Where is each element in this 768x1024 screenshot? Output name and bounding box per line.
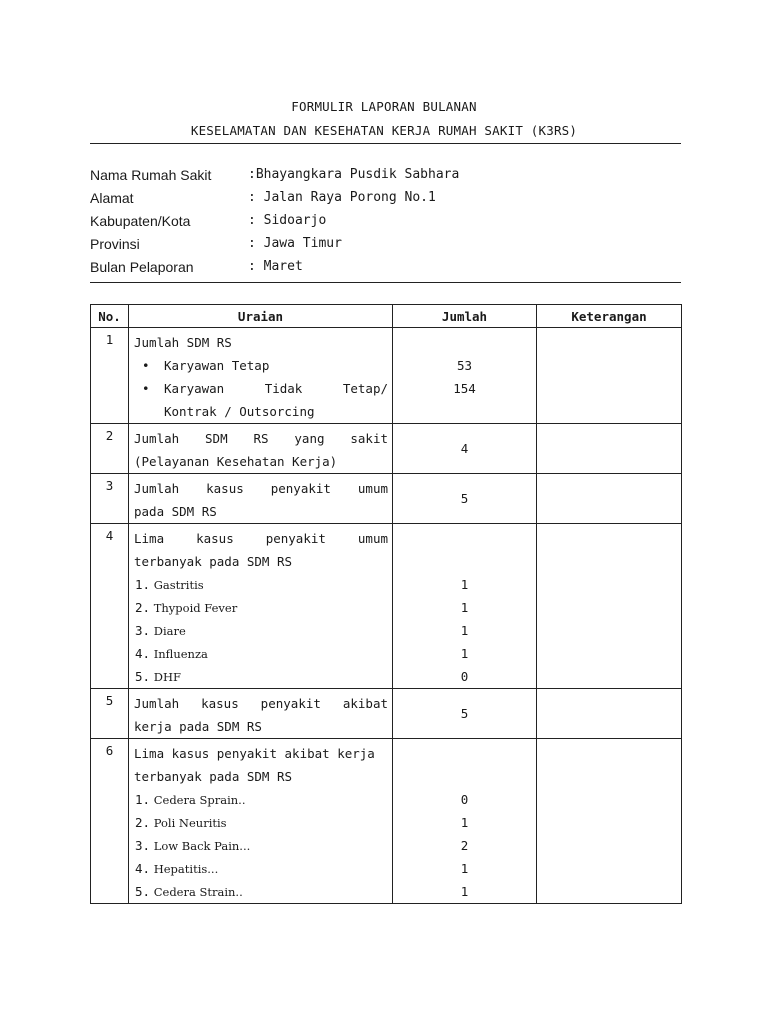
bullet-text: Karyawan Tetap <box>164 358 270 373</box>
bullet-icon: • <box>142 381 150 396</box>
row-number: 6 <box>91 739 129 904</box>
row-text: terbanyak pada SDM RS <box>134 554 293 569</box>
bullet-text-cont: Kontrak / Outsorcing <box>164 404 315 419</box>
count-value: 154 <box>453 381 476 396</box>
count-value: 1 <box>460 623 469 638</box>
table-row <box>91 328 682 424</box>
count-value: 53 <box>456 358 473 373</box>
table-row <box>91 424 682 474</box>
divider-bottom <box>90 282 681 283</box>
table-row <box>91 739 682 904</box>
row-text: terbanyak pada SDM RS <box>134 769 293 784</box>
row-text: Lima kasus penyakit umum <box>134 531 388 546</box>
row-count <box>393 524 537 689</box>
row-description <box>129 689 393 739</box>
row-count: 5 <box>393 689 537 739</box>
row-title: Jumlah SDM RS <box>134 335 232 350</box>
row-notes <box>537 424 682 474</box>
info-value: :Bhayangkara Pusdik Sabhara <box>248 167 460 182</box>
row-count <box>393 739 537 904</box>
bullet-item <box>134 354 388 377</box>
row-text: kerja pada SDM RS <box>134 719 262 734</box>
header-no: No. <box>91 305 129 328</box>
info-label: Bulan Pelaporan <box>90 259 194 275</box>
list-item: 2. Poli Neuritis <box>135 815 227 830</box>
count-value: 1 <box>460 861 469 876</box>
row-description <box>129 524 393 689</box>
list-item: 3. Diare <box>135 623 186 638</box>
count-value: 1 <box>460 646 469 661</box>
list-item: 4. Influenza <box>135 646 208 661</box>
row-description <box>129 328 393 424</box>
row-number: 3 <box>91 474 129 524</box>
report-table <box>90 304 682 904</box>
info-value: : Maret <box>248 259 303 274</box>
form-title: FORMULIR LAPORAN BULANAN <box>291 99 477 114</box>
row-number: 4 <box>91 524 129 689</box>
info-label: Kabupaten/Kota <box>90 213 191 229</box>
row-notes <box>537 474 682 524</box>
row-description <box>129 474 393 524</box>
list-item: 1. Cedera Sprain.. <box>135 792 246 807</box>
info-value: : Jawa Timur <box>248 236 342 251</box>
row-number: 2 <box>91 424 129 474</box>
count-value: 1 <box>460 884 469 899</box>
count-value: 1 <box>460 600 469 615</box>
row-number: 1 <box>91 328 129 424</box>
list-item: 3. Low Back Pain... <box>135 838 251 853</box>
count-value: 1 <box>460 815 469 830</box>
table-row <box>91 689 682 739</box>
row-number: 5 <box>91 689 129 739</box>
table-row <box>91 524 682 689</box>
row-count: 5 <box>393 474 537 524</box>
row-notes <box>537 328 682 424</box>
row-notes <box>537 739 682 904</box>
bullet-item <box>134 377 388 400</box>
bullet-icon: • <box>142 358 150 373</box>
row-text: Jumlah SDM RS yang sakit <box>134 431 388 446</box>
list-item: 2. Thypoid Fever <box>135 600 238 615</box>
form-subtitle: KESELAMATAN DAN KESEHATAN KERJA RUMAH SAKIT (K3RS) <box>190 123 578 138</box>
table-row <box>91 474 682 524</box>
row-notes <box>537 689 682 739</box>
list-item: 4. Hepatitis... <box>135 861 219 876</box>
row-text: (Pelayanan Kesehatan Kerja) <box>134 454 338 469</box>
info-label: Nama Rumah Sakit <box>90 167 212 183</box>
table-header-row <box>91 305 682 328</box>
info-label: Alamat <box>90 190 134 206</box>
row-notes <box>537 524 682 689</box>
list-item: 5. Cedera Strain.. <box>135 884 243 899</box>
row-description <box>129 739 393 904</box>
count-value: 2 <box>460 838 469 853</box>
row-text: pada SDM RS <box>134 504 217 519</box>
divider-top <box>90 143 681 144</box>
header-keterangan: Keterangan <box>537 305 682 328</box>
count-value: 0 <box>460 792 469 807</box>
count-value: 0 <box>460 669 469 684</box>
row-text: Lima kasus penyakit akibat kerja <box>134 746 375 761</box>
header-uraian: Uraian <box>129 305 393 328</box>
list-item: 5. DHF <box>135 669 181 684</box>
list-item: 1. Gastritis <box>135 577 204 592</box>
info-value: : Sidoarjo <box>248 213 327 228</box>
row-count: 4 <box>393 424 537 474</box>
row-count <box>393 328 537 424</box>
row-description <box>129 424 393 474</box>
row-text: Jumlah kasus penyakit umum <box>134 481 388 496</box>
row-text: Jumlah kasus penyakit akibat <box>134 696 388 711</box>
info-label: Provinsi <box>90 236 140 252</box>
bullet-text: Karyawan Tidak Tetap/ <box>164 381 388 396</box>
header-jumlah: Jumlah <box>393 305 537 328</box>
count-value: 1 <box>460 577 469 592</box>
info-value: : Jalan Raya Porong No.1 <box>248 190 436 205</box>
